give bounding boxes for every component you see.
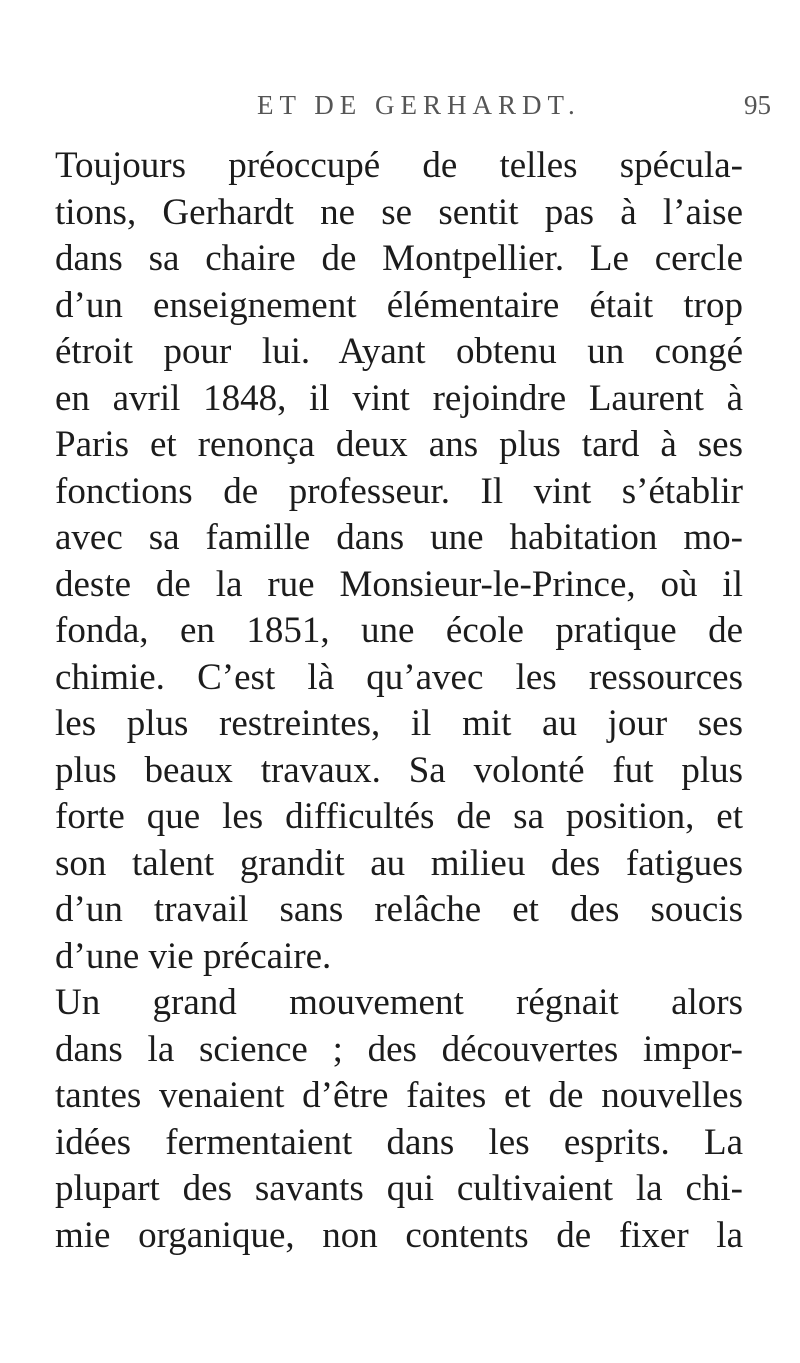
text-line: deste de la rue Monsieur-le-Prince, où il xyxy=(55,563,743,605)
text-line: tantes venaient d’être faites et de nouvelles xyxy=(55,1075,743,1116)
text-line: idées fermentaient dans les esprits. La xyxy=(55,1121,743,1163)
text-line: étroit pour lui. Ayant obtenu un congé xyxy=(55,331,743,372)
text-line: forte que les difficultés de sa position, et xyxy=(55,796,743,837)
text-line: fonctions de professeur. Il vint s’établir xyxy=(55,470,743,512)
running-head xyxy=(115,86,785,126)
page-number: 95 xyxy=(744,90,771,120)
text-line: son talent grandit au milieu des fatigues xyxy=(55,842,743,884)
text-line: Toujours préoccupé de telles spécula- xyxy=(55,145,743,186)
text-line: plus beaux travaux. Sa volonté fut plus xyxy=(55,749,743,791)
text-line: d’un enseignement élémentaire était trop xyxy=(55,284,743,326)
text-line: plupart des savants qui cultivaient la chi- xyxy=(55,1168,743,1209)
text-line: d’un travail sans relâche et des soucis xyxy=(55,889,743,930)
text-line: Paris et renonça deux ans plus tard à ses xyxy=(55,424,743,465)
running-title: ET DE GERHARDT. xyxy=(257,90,581,120)
text-line: en avril 1848, il vint rejoindre Laurent à xyxy=(55,377,743,419)
body-text xyxy=(55,143,743,1259)
text-line: Un grand mouvement régnait alors xyxy=(55,982,743,1023)
text-line: dans sa chaire de Montpellier. Le cercle xyxy=(55,238,743,279)
text-line: avec sa famille dans une habitation mo- xyxy=(55,517,743,558)
text-line: d’une vie précaire. xyxy=(55,935,332,977)
text-line: mie organique, non contents de fixer la xyxy=(55,1214,743,1256)
text-line: chimie. C’est là qu’avec les ressources xyxy=(55,656,743,698)
text-line: les plus restreintes, il mit au jour ses xyxy=(55,703,743,744)
text-line: tions, Gerhardt ne se sentit pas à l’aise xyxy=(55,191,743,233)
text-line: fonda, en 1851, une école pratique de xyxy=(55,610,743,651)
text-line: dans la science ; des découvertes impor- xyxy=(55,1028,743,1070)
